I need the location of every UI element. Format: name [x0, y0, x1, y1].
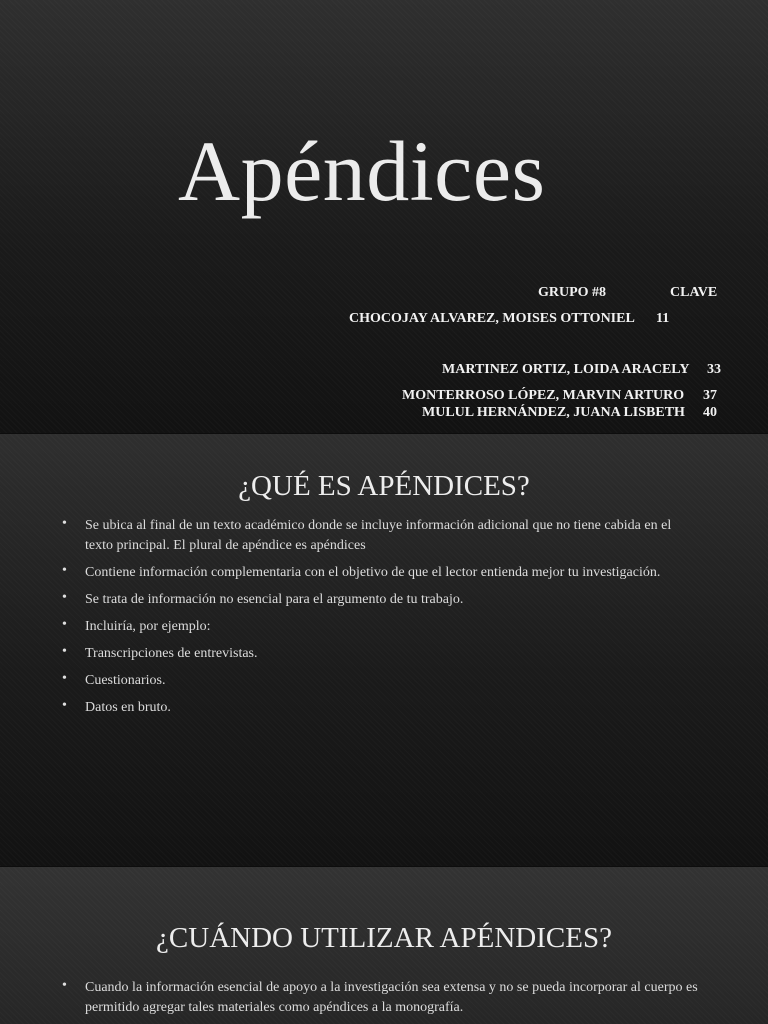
slide-title: Apéndices: [178, 123, 546, 219]
slide-title: ¿CUÁNDO UTILIZAR APÉNDICES?: [156, 922, 612, 954]
member-name: MARTINEZ ORTIZ, LOIDA ARACELY: [442, 362, 690, 377]
member-name: MONTERROSO LÓPEZ, MARVIN ARTURO: [402, 388, 685, 403]
member-key: 40: [703, 405, 717, 420]
bullet-list: [62, 978, 702, 1024]
bullet-item: • Incluiría, por ejemplo:: [62, 617, 702, 637]
bullet-item: • Datos en bruto.: [62, 698, 702, 718]
member-key: 37: [703, 388, 717, 403]
member-name: MULUL HERNÁNDEZ, JUANA LISBETH: [422, 405, 685, 420]
bullet-item: • Cuando la información esencial de apoyo a la investigación sea extensa y no se pueda incorporar al cuerpo es permitido agregar tales materiales como apéndices a la monografía.: [62, 978, 702, 1018]
key-label: CLAVE: [670, 285, 718, 300]
usage-slide: [0, 867, 768, 1024]
bullet-item: • Cuestionarios.: [62, 671, 702, 691]
bullet-item: • Se ubica al final de un texto académico donde se incluye información adicional que no tiene cabida en el texto principal. El plural de apéndice es apéndices: [62, 516, 702, 556]
bullet-item: • Transcripciones de entrevistas.: [62, 644, 702, 664]
member-key: 11: [656, 311, 670, 326]
slide-title: ¿QUÉ ES APÉNDICES?: [238, 470, 530, 502]
member-name: CHOCOJAY ALVAREZ, MOISES OTTONIEL: [349, 311, 635, 326]
definition-slide: [0, 434, 768, 866]
title-slide: [0, 0, 768, 433]
group-label: GRUPO #8: [538, 285, 607, 300]
bullet-item: • Contiene información complementaria con el objetivo de que el lector entienda mejor tu investigación.: [62, 563, 702, 583]
bullet-item: • Se trata de información no esencial para el argumento de tu trabajo.: [62, 590, 702, 610]
bullet-list: [62, 516, 702, 725]
member-key: 33: [707, 362, 721, 377]
